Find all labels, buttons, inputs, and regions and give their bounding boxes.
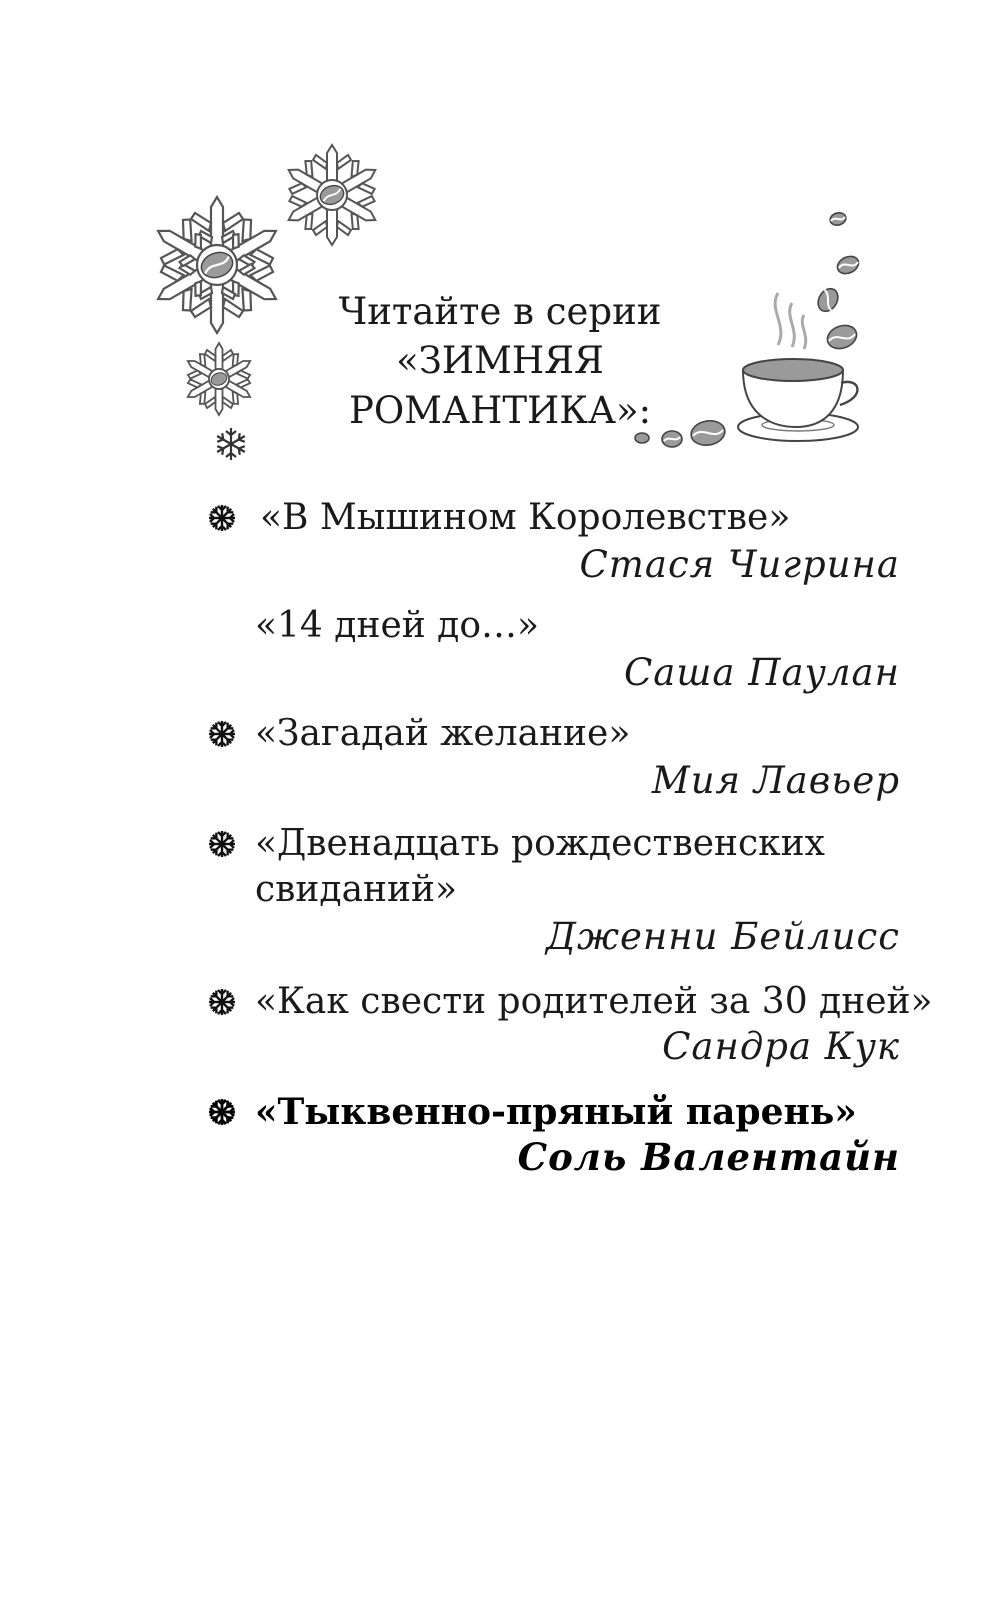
snowflake-icon [212,425,250,463]
snowflake-bullet-icon [206,1096,238,1128]
snowflake-bullet-icon [206,718,238,750]
snowflake-bullet-icon [206,502,238,534]
snowflake-bullet-icon [206,828,238,860]
book-title: «Как свести родителей за 30 дней» [255,981,933,1022]
book-title: «В Мышином Королевстве» [260,497,791,538]
book-author: Сандра Кук [662,1025,900,1068]
book-title-highlighted: «Тыквенно-пряный парень» [255,1091,857,1133]
book-author: Стася Чигрина [579,543,900,586]
book-author: Дженни Бейлисс [545,915,900,958]
book-title-line2: свиданий» [255,869,458,910]
series-heading-line1: Читайте в серии [338,290,662,333]
book-author-highlighted: Соль Валентайн [517,1135,900,1179]
book-author: Мия Лавьер [651,759,900,802]
snowflake-bullet-icon [206,610,238,642]
book-title-line1: «Двенадцать рождественских [255,823,825,864]
snowflake-bullet-icon [206,986,238,1018]
snowflake-icon [180,340,258,418]
book-author: Саша Паулан [623,651,900,694]
book-title: «Загадай желание» [255,713,631,754]
book-title: «14 дней до…» [255,605,540,646]
series-heading-line2: «ЗИМНЯЯ РОМАНТИКА»: [348,339,652,432]
snowflake-icon [277,140,387,250]
